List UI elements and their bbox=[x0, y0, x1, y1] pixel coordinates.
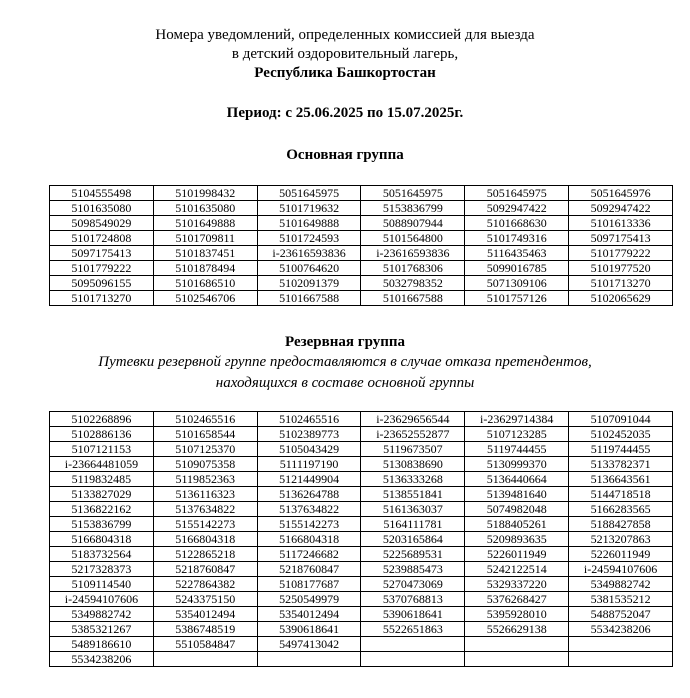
table-row bbox=[50, 472, 673, 487]
table-cell: 5138551841 bbox=[361, 487, 465, 502]
table-cell: 5136264788 bbox=[257, 487, 361, 502]
table-cell: 5122865218 bbox=[153, 547, 257, 562]
table-cell: 5166804318 bbox=[257, 532, 361, 547]
table-cell: 5109075358 bbox=[153, 457, 257, 472]
header-line-1: Номера уведомлений, определенных комиссией для выезда bbox=[155, 27, 535, 43]
table-cell: 5101749316 bbox=[465, 231, 569, 246]
table-cell: 5097175413 bbox=[50, 246, 154, 261]
table-row bbox=[50, 637, 673, 652]
table-cell: 5155142273 bbox=[153, 517, 257, 532]
table-cell: 5101649888 bbox=[153, 216, 257, 231]
table-cell: 5489186610 bbox=[50, 637, 154, 652]
table-cell: 5534238206 bbox=[569, 622, 673, 637]
table-cell: 5101564800 bbox=[361, 231, 465, 246]
table-cell: 5101713270 bbox=[50, 291, 154, 306]
table-cell: 5385321267 bbox=[50, 622, 154, 637]
table-cell: 5101649888 bbox=[257, 216, 361, 231]
table-cell: 5102091379 bbox=[257, 276, 361, 291]
table-cell: 5100764620 bbox=[257, 261, 361, 276]
table-cell: 5104555498 bbox=[50, 186, 154, 201]
table-row bbox=[50, 607, 673, 622]
table-cell: 5051645975 bbox=[465, 186, 569, 201]
table-cell: 5166804318 bbox=[153, 532, 257, 547]
table-cell: 5071309106 bbox=[465, 276, 569, 291]
table-cell bbox=[361, 652, 465, 667]
table-row bbox=[50, 186, 673, 201]
table-cell: 5092947422 bbox=[465, 201, 569, 216]
table-cell: 5102389773 bbox=[257, 427, 361, 442]
table-cell: 5051645976 bbox=[569, 186, 673, 201]
table-cell: 5102465516 bbox=[153, 412, 257, 427]
table-cell: 5101635080 bbox=[153, 201, 257, 216]
table-cell bbox=[361, 637, 465, 652]
table-cell: 5354012494 bbox=[153, 607, 257, 622]
table-cell: 5101977520 bbox=[569, 261, 673, 276]
table-row bbox=[50, 261, 673, 276]
table-cell: 5522651863 bbox=[361, 622, 465, 637]
table-cell: 5390618641 bbox=[257, 622, 361, 637]
table-cell: 5137634822 bbox=[153, 502, 257, 517]
table-row bbox=[50, 562, 673, 577]
table-cell: i-23629656544 bbox=[361, 412, 465, 427]
table-row bbox=[50, 532, 673, 547]
table-row bbox=[50, 577, 673, 592]
table-cell: 5188427858 bbox=[569, 517, 673, 532]
table-cell: 5227864382 bbox=[153, 577, 257, 592]
table-cell: 5218760847 bbox=[257, 562, 361, 577]
table-cell: 5376268427 bbox=[465, 592, 569, 607]
table-cell: 5119744455 bbox=[465, 442, 569, 457]
main-group-table bbox=[49, 185, 673, 306]
table-cell: 5117246682 bbox=[257, 547, 361, 562]
table-cell: 5102886136 bbox=[50, 427, 154, 442]
table-cell: i-23629714384 bbox=[465, 412, 569, 427]
table-cell: 5074982048 bbox=[465, 502, 569, 517]
table-cell: 5101686510 bbox=[153, 276, 257, 291]
table-row bbox=[50, 622, 673, 637]
table-cell: 5239885473 bbox=[361, 562, 465, 577]
table-cell: 5102268896 bbox=[50, 412, 154, 427]
table-cell: 5381535212 bbox=[569, 592, 673, 607]
table-cell: 5111197190 bbox=[257, 457, 361, 472]
table-row bbox=[50, 652, 673, 667]
table-cell: 5218760847 bbox=[153, 562, 257, 577]
table-cell: 5510584847 bbox=[153, 637, 257, 652]
table-cell: 5119832485 bbox=[50, 472, 154, 487]
table-cell: i-23652552877 bbox=[361, 427, 465, 442]
table-cell: 5109114540 bbox=[50, 577, 154, 592]
table-cell: 5136116323 bbox=[153, 487, 257, 502]
table-cell: 5130838690 bbox=[361, 457, 465, 472]
table-cell: 5119744455 bbox=[569, 442, 673, 457]
table-cell: i-23616593836 bbox=[257, 246, 361, 261]
table-cell: 5101779222 bbox=[569, 246, 673, 261]
table-cell: 5349882742 bbox=[569, 577, 673, 592]
table-row bbox=[50, 442, 673, 457]
table-row bbox=[50, 291, 673, 306]
table-cell: 5242122514 bbox=[465, 562, 569, 577]
table-cell bbox=[569, 637, 673, 652]
table-cell: 5225689531 bbox=[361, 547, 465, 562]
table-row bbox=[50, 427, 673, 442]
reserve-note-line-1: Путевки резервной группе предоставляются в случае отказа претендентов, bbox=[98, 354, 592, 370]
table-cell: 5226011949 bbox=[569, 547, 673, 562]
table-cell: 5121449904 bbox=[257, 472, 361, 487]
table-cell: 5108177687 bbox=[257, 577, 361, 592]
table-row bbox=[50, 231, 673, 246]
table-cell: 5497413042 bbox=[257, 637, 361, 652]
table-cell: 5101667588 bbox=[257, 291, 361, 306]
table-cell: 5137634822 bbox=[257, 502, 361, 517]
table-cell: 5139481640 bbox=[465, 487, 569, 502]
table-cell: 5390618641 bbox=[361, 607, 465, 622]
table-cell: 5534238206 bbox=[50, 652, 154, 667]
table-cell: 5101658544 bbox=[153, 427, 257, 442]
table-cell: 5153836799 bbox=[50, 517, 154, 532]
table-cell: 5226011949 bbox=[465, 547, 569, 562]
table-cell: 5209893635 bbox=[465, 532, 569, 547]
table-cell: 5098549029 bbox=[50, 216, 154, 231]
table-cell: 5136333268 bbox=[361, 472, 465, 487]
table-row bbox=[50, 276, 673, 291]
table-cell: 5136822162 bbox=[50, 502, 154, 517]
table-cell: 5102452035 bbox=[569, 427, 673, 442]
table-row bbox=[50, 246, 673, 261]
table-cell: 5051645975 bbox=[257, 186, 361, 201]
table-cell: 5105043429 bbox=[257, 442, 361, 457]
table-cell: 5133827029 bbox=[50, 487, 154, 502]
table-cell: 5164111781 bbox=[361, 517, 465, 532]
table-cell bbox=[465, 652, 569, 667]
table-cell: 5107125370 bbox=[153, 442, 257, 457]
table-cell: 5213207863 bbox=[569, 532, 673, 547]
table-cell: 5488752047 bbox=[569, 607, 673, 622]
table-cell: 5130999370 bbox=[465, 457, 569, 472]
table-cell: 5119852363 bbox=[153, 472, 257, 487]
period-heading: Период: с 25.06.2025 по 15.07.2025г. bbox=[226, 105, 464, 121]
table-cell: 5188405261 bbox=[465, 517, 569, 532]
table-cell: 5101635080 bbox=[50, 201, 154, 216]
header-line-2: в детский оздоровительный лагерь, bbox=[231, 46, 459, 62]
table-cell: 5099016785 bbox=[465, 261, 569, 276]
table-cell: 5136440664 bbox=[465, 472, 569, 487]
table-cell: 5107121153 bbox=[50, 442, 154, 457]
table-cell: 5136643561 bbox=[569, 472, 673, 487]
table-cell: 5092947422 bbox=[569, 201, 673, 216]
table-row bbox=[50, 592, 673, 607]
table-cell: 5155142273 bbox=[257, 517, 361, 532]
table-cell: 5203165864 bbox=[361, 532, 465, 547]
table-cell: 5349882742 bbox=[50, 607, 154, 622]
table-cell: 5166804318 bbox=[50, 532, 154, 547]
table-row bbox=[50, 502, 673, 517]
table-cell: 5102065629 bbox=[569, 291, 673, 306]
table-cell bbox=[153, 652, 257, 667]
table-cell: 5153836799 bbox=[361, 201, 465, 216]
table-cell bbox=[257, 652, 361, 667]
table-cell: 5101667588 bbox=[361, 291, 465, 306]
table-cell: 5250549979 bbox=[257, 592, 361, 607]
table-row bbox=[50, 412, 673, 427]
table-cell: 5161363037 bbox=[361, 502, 465, 517]
table-cell: 5183732564 bbox=[50, 547, 154, 562]
header-region: Республика Башкортостан bbox=[254, 65, 436, 81]
table-cell: 5101709811 bbox=[153, 231, 257, 246]
table-cell: 5101757126 bbox=[465, 291, 569, 306]
table-cell: 5101668630 bbox=[465, 216, 569, 231]
table-row bbox=[50, 487, 673, 502]
table-cell: 5102465516 bbox=[257, 412, 361, 427]
table-cell: 5101724593 bbox=[257, 231, 361, 246]
table-cell: 5370768813 bbox=[361, 592, 465, 607]
table-cell: 5270473069 bbox=[361, 577, 465, 592]
table-cell bbox=[569, 652, 673, 667]
table-cell: 5395928010 bbox=[465, 607, 569, 622]
table-row bbox=[50, 547, 673, 562]
reserve-group-title: Резервная группа bbox=[285, 334, 405, 350]
table-row bbox=[50, 216, 673, 231]
reserve-note-line-2: находящихся в составе основной группы bbox=[215, 375, 475, 391]
table-cell: 5119673507 bbox=[361, 442, 465, 457]
table-cell: 5243375150 bbox=[153, 592, 257, 607]
table-cell: 5101719632 bbox=[257, 201, 361, 216]
table-cell: 5101713270 bbox=[569, 276, 673, 291]
table-cell: 5386748519 bbox=[153, 622, 257, 637]
table-cell: 5101768306 bbox=[361, 261, 465, 276]
table-cell: 5097175413 bbox=[569, 231, 673, 246]
reserve-group-table bbox=[49, 411, 673, 667]
table-cell: 5095096155 bbox=[50, 276, 154, 291]
table-cell: 5101724808 bbox=[50, 231, 154, 246]
table-cell: 5133782371 bbox=[569, 457, 673, 472]
table-cell: 5101878494 bbox=[153, 261, 257, 276]
table-cell: i-24594107606 bbox=[50, 592, 154, 607]
table-cell: 5101998432 bbox=[153, 186, 257, 201]
table-cell: 5354012494 bbox=[257, 607, 361, 622]
table-cell: 5116435463 bbox=[465, 246, 569, 261]
table-cell: 5526629138 bbox=[465, 622, 569, 637]
table-cell bbox=[465, 637, 569, 652]
table-cell: 5144718518 bbox=[569, 487, 673, 502]
table-cell: 5329337220 bbox=[465, 577, 569, 592]
table-cell: i-24594107606 bbox=[569, 562, 673, 577]
table-cell: 5101779222 bbox=[50, 261, 154, 276]
table-row bbox=[50, 517, 673, 532]
table-cell: 5101613336 bbox=[569, 216, 673, 231]
table-row bbox=[50, 201, 673, 216]
table-cell: i-23616593836 bbox=[361, 246, 465, 261]
table-cell: i-23664481059 bbox=[50, 457, 154, 472]
table-row bbox=[50, 457, 673, 472]
table-cell: 5217328373 bbox=[50, 562, 154, 577]
table-cell: 5032798352 bbox=[361, 276, 465, 291]
table-cell: 5102546706 bbox=[153, 291, 257, 306]
table-cell: 5088907944 bbox=[361, 216, 465, 231]
table-cell: 5107123285 bbox=[465, 427, 569, 442]
table-cell: 5107091044 bbox=[569, 412, 673, 427]
table-cell: 5051645975 bbox=[361, 186, 465, 201]
table-cell: 5101837451 bbox=[153, 246, 257, 261]
main-group-title: Основная группа bbox=[286, 147, 404, 163]
table-cell: 5166283565 bbox=[569, 502, 673, 517]
